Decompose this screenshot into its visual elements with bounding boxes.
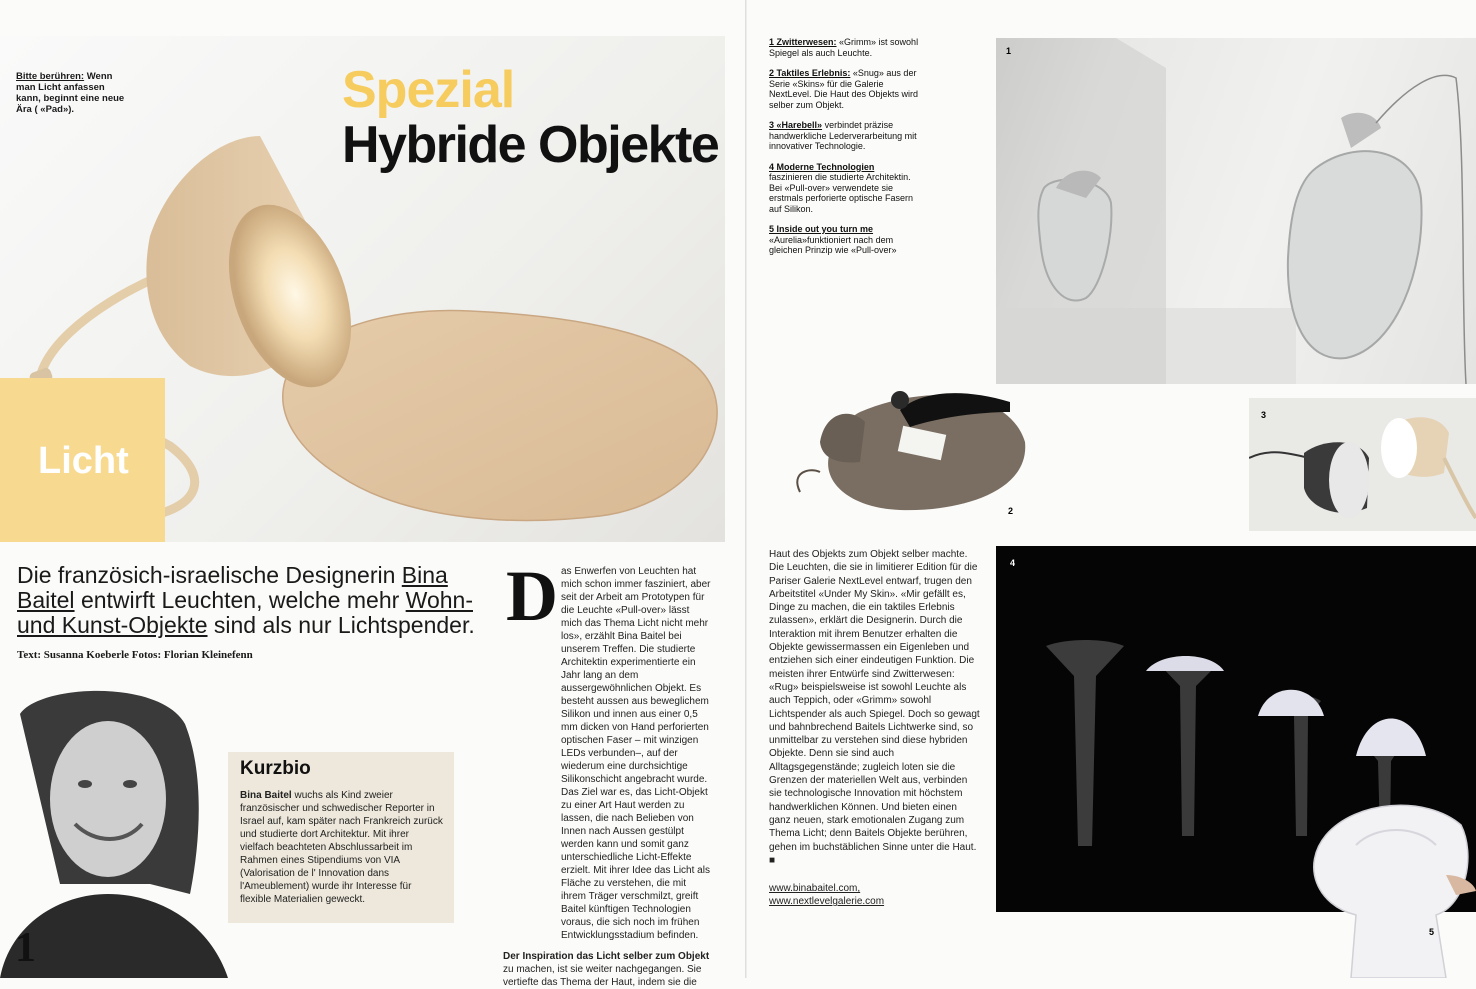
- bio-body: wuchs als Kind zweier französischer und schwedischer Reporter in Israel auf, kam später nach Frankreich zurück und studierte dort Architektur. Mit ihrer vielfach beachteten Abschlussarbeit im Rahmen eines Stipendiums von VIA (Valorisation de l' Innovation dans l'Ameublement) wurde ihr Interesse für flexible Materialien geweckt.: [240, 790, 443, 905]
- link-binabaitel[interactable]: www.binabaitel.com,: [769, 883, 861, 894]
- article-body-2: zu machen, ist sie weiter nachgegangen. Sie vertiefte das Thema der Haut, indem sie die: [503, 964, 702, 988]
- pullover-lamp-1: [1046, 640, 1124, 846]
- section-label: Licht: [38, 440, 129, 482]
- photo-number-4: 4: [1010, 558, 1016, 568]
- drop-cap: D: [506, 556, 558, 636]
- pullover-shade-4: [1356, 719, 1426, 757]
- photo-number-3: 3: [1261, 410, 1267, 420]
- pullover-shade-3: [1258, 690, 1324, 716]
- article-subhead: Der Inspiration das Licht selber zum Objekt: [503, 951, 710, 962]
- caption-5-lead: 5 Inside out you turn me: [769, 224, 874, 234]
- photo-captions: [769, 37, 919, 266]
- bio-text: [240, 789, 445, 906]
- harebell-cable-dark: [1249, 452, 1309, 458]
- caption-2: [769, 68, 919, 110]
- caption-4-lead: 4 Moderne Technologien: [769, 161, 875, 172]
- link-nextlevelgalerie[interactable]: www.nextlevelgalerie.com: [769, 896, 885, 907]
- caption-5: [769, 224, 919, 256]
- photo-3-harebell: [1249, 398, 1476, 531]
- aurelia-shape: [1314, 805, 1468, 978]
- photo-1-illustration: [996, 38, 1476, 384]
- photo-credit: Text: Susanna Koeberle Fotos: Florian Kleinefenn: [17, 649, 253, 661]
- intro-name: Bina Baitel: [17, 562, 448, 613]
- caption-3-lead: 3 «Harebell»: [769, 120, 823, 130]
- portrait-eye-left: [78, 780, 92, 788]
- links: [769, 882, 884, 908]
- harebell-light-inner: [1381, 418, 1417, 478]
- page-title: Hybride Objekte: [342, 116, 719, 174]
- caption-2-text: «Snug» aus der Serie «Skins» für die Galerie NextLevel. Die Haut des Objekts wird selber zum Objekt.: [769, 68, 919, 110]
- caption-1-text: «Grimm» ist sowohl Spiegel als auch Leuchte.: [769, 37, 919, 58]
- snug-shade: [820, 414, 865, 463]
- photo-number-1: 1: [1006, 46, 1012, 56]
- caption-3: [769, 120, 919, 152]
- intro-part2: entwirft Leuchten, welche mehr: [80, 587, 400, 613]
- caption-5-text: «Aurelia»funktioniert nach dem gleichen Prinzip wie «Pull-over»: [769, 234, 897, 255]
- portrait-eye-right: [123, 780, 137, 788]
- caption-1-lead: 1 Zwitterwesen:: [769, 37, 837, 47]
- page-gutter: [745, 0, 747, 978]
- photo-2-snug-rug: [780, 372, 1030, 522]
- photo-number-5: 5: [1429, 927, 1435, 937]
- bio-title: Kurzbio: [240, 758, 311, 779]
- harebell-cable-light: [1444, 458, 1476, 518]
- bio-name: Bina Baitel: [240, 790, 292, 801]
- harebell-dark-inner: [1329, 442, 1369, 518]
- snug-cable: [797, 470, 820, 492]
- page-number: 1: [15, 925, 36, 971]
- hero-caption: [16, 71, 126, 115]
- photo-number-2: 2: [1008, 506, 1014, 516]
- photo-5-aurelia: [1296, 795, 1476, 978]
- kicker: Spezial: [342, 61, 515, 119]
- article-body-1: as Enwerfen von Leuchten hat mich schon immer fasziniert, aber seit der Arbeit am Prototypen für die Leuchte «Pull-over» lässt mich das Thema Licht nicht mehr los», erzählt Bina Baitel bei unserem Treffen. Die studierte Architektin experimentierte ein Jahr lang an dem aussergewöhnlichen Objekt. Es besteht aussen aus beweglichem Silikon und innen aus einer 0,5 mm dicken von Hand perforierten optischen Faser – mit winzigen LEDs verbunden–, auf der wiederum eine durchsichtige Silikonschicht angebracht wurde. Das Ziel war es, das Licht-Objekt zu einer Art Haut werden zu lassen, die nach Belieben von Innen nach Aussen gestülpt werden kann und somit ganz unterschiedliche Licht-Effekte erzielt. Mit ihrer Idee das Licht als Fläche zu verstehen, die mit ihrem Träger verschmilzt, greift Baitel künftigen Technologien voraus, die sich noch im frühen Entwicklungsstadium befinden.: [561, 566, 711, 941]
- figure-head: [891, 391, 909, 409]
- pullover-shade-2: [1146, 656, 1224, 671]
- article-column-1: [503, 556, 713, 989]
- caption-4-text: faszinieren die studierte Architektin. Bei «Pull-over» verwendete sie erstmals perforierte optische Fasern auf Silikon.: [769, 172, 914, 214]
- lamp-large: [1341, 113, 1381, 148]
- article-column-2: Haut des Objekts zum Objekt selber machte. Die Leuchten, die sie in limitierer Edition für die Pariser Galerie NextLevel entwarf, trugen den Arbeitstitel «Under My Skin». «Mir gefällt es, Dinge zu machen, die ein taktiles Erlebnis zulassen», erklärt die Designerin. Durch die Interaktion mit ihrem Benutzer erhalten die Objekte gewissermassen ein Eigenleben und entziehen sich einer eindeutigen Funktion. Die meisten ihrer Entwürfe sind Zwitterwesen: «Rug» beispielsweise ist sowohl Leuchte als auch Teppich, oder «Grimm» sowohl Lichtspender als auch Spiegel. Doch so gewagt und bahnbrechend Baitels Lichtwerke sind, so unmittelbar zu verstehen sind diese hybriden Objekte. Denn sie sind auch Alltagsgegenstände; zugleich loten sie die Grenzen der materiellen Welt aus, verbinden sie technologische Innovation mit höchstem handwerklichen Können. Und bieten einen ganz neuen, stark emotionalen Zugang zum Thema Licht; denn Baitels Objekte berühren, gehen im buchstäblichen Sinne unter die Haut. ■: [769, 549, 980, 866]
- mirror-large: [1288, 151, 1422, 358]
- portrait-face: [50, 721, 166, 877]
- caption-2-lead: 2 Taktiles Erlebnis:: [769, 68, 851, 78]
- intro-part3: sind als nur Lichtspender.: [213, 612, 475, 638]
- intro-part1: Die französich-israelische Designerin: [17, 562, 396, 588]
- hero-caption-text: Wenn man Licht anfassen kann, beginnt eine neue Ära ( «Pad»).: [16, 71, 125, 115]
- hero-caption-lead: Bitte berühren:: [16, 71, 85, 82]
- caption-4: [769, 162, 919, 215]
- intro-highlight: Wohn- und Kunst-Objekte: [17, 587, 473, 638]
- intro-lead: [17, 563, 487, 668]
- photo-1-grimm-mirrors: [996, 38, 1476, 384]
- caption-1: [769, 37, 919, 58]
- photo-3-illustration: [1249, 398, 1476, 531]
- pullover-lamp-2: [1161, 658, 1216, 836]
- caption-3-text: verbindet präzise handwerkliche Lederverarbeitung mit innovativer Technologie.: [769, 120, 917, 151]
